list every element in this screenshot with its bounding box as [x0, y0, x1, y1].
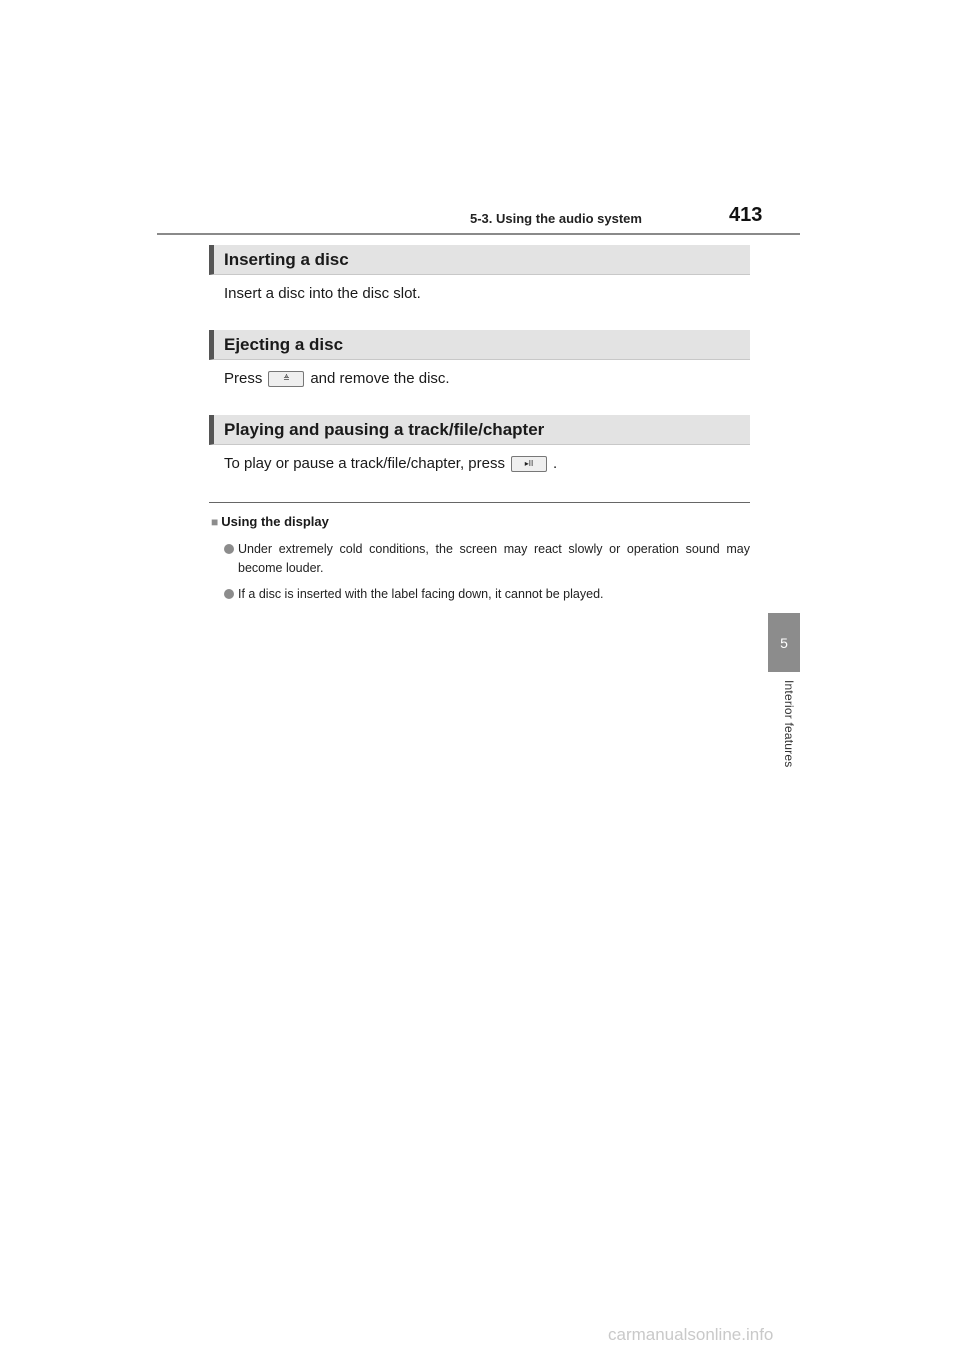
- watermark: carmanualsonline.info: [608, 1325, 774, 1344]
- text-after: .: [552, 455, 558, 472]
- section-heading-inserting: [209, 245, 750, 275]
- section-heading-text: Playing and pausing a track/file/chapter: [224, 420, 545, 439]
- section-heading-text: Ejecting a disc: [224, 335, 344, 354]
- play-pause-button-icon: ▸II: [511, 456, 547, 472]
- chapter-label: Interior features: [782, 680, 796, 768]
- note-bullet-text: If a disc is inserted with the label facing down, it cannot be played.: [238, 587, 604, 601]
- section-text-playing: [224, 455, 557, 472]
- section-heading-ejecting: [209, 330, 750, 360]
- chapter-number: 5: [780, 634, 788, 651]
- bullet-dot-icon: [224, 544, 234, 554]
- note-bullet: [224, 540, 750, 578]
- section-text-inserting: Insert a disc into the disc slot.: [224, 285, 421, 302]
- bullet-dot-icon: [224, 589, 234, 599]
- notes-divider: [209, 502, 750, 503]
- square-bullet-icon: ■: [211, 515, 219, 529]
- note-bullet: [224, 585, 750, 604]
- section-heading-text: Inserting a disc: [224, 250, 349, 269]
- section-text-ejecting: [224, 370, 450, 387]
- text-before: Press: [224, 370, 263, 387]
- running-header-title: 5-3. Using the audio system: [470, 211, 642, 226]
- eject-button-icon: ≜: [268, 371, 304, 387]
- notes-heading: [211, 514, 329, 529]
- chapter-tab: [768, 613, 800, 672]
- text-before: To play or pause a track/file/chapter, press: [224, 455, 505, 472]
- note-bullet-text: Under extremely cold conditions, the screen may react slowly or operation sound may become louder.: [238, 542, 750, 575]
- header-rule: [157, 233, 800, 235]
- text-after: and remove the disc.: [310, 370, 450, 387]
- page-number: 413: [729, 204, 763, 226]
- section-heading-playing: [209, 415, 750, 445]
- notes-heading-text: Using the display: [221, 514, 329, 529]
